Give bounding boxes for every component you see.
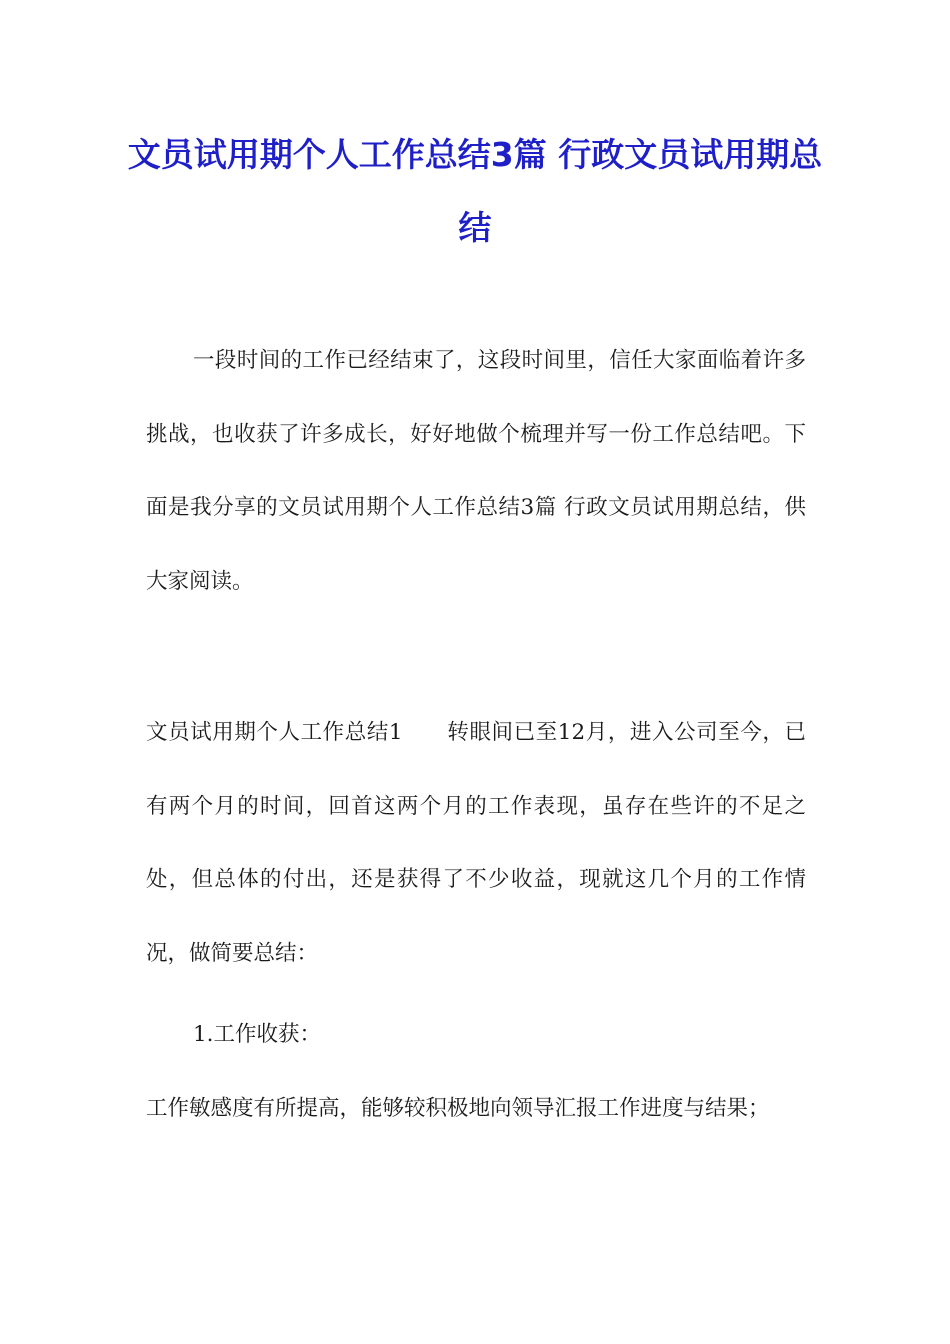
intro-paragraph: 一段时间的工作已经结束了，这段时间里，信任大家面临着许多挑战，也收获了许多成长，好好地做个梳理并写一份工作总结吧。下面是我分享的文员试用期个人工作总结3篇 行政文员试用期总结，供大家阅读。 [146, 348, 806, 594]
section-heading-work-gains: 1.工作收获： [193, 1022, 322, 1047]
document-title: 文员试用期个人工作总结3篇 行政文员试用期总结 [127, 135, 823, 247]
work-gains-item: 工作敏感度有所提高，能够较积极地向领导汇报工作进度与结果； [146, 1096, 770, 1121]
summary-1-paragraph: 文员试用期个人工作总结1 转眼间已至12月，进入公司至今，已有两个月的时间，回首这两个月的工作表现，虽存在些许的不足之处，但总体的付出，还是获得了不少收益，现就这几个月的工作情况，做简要总结： [146, 720, 806, 966]
